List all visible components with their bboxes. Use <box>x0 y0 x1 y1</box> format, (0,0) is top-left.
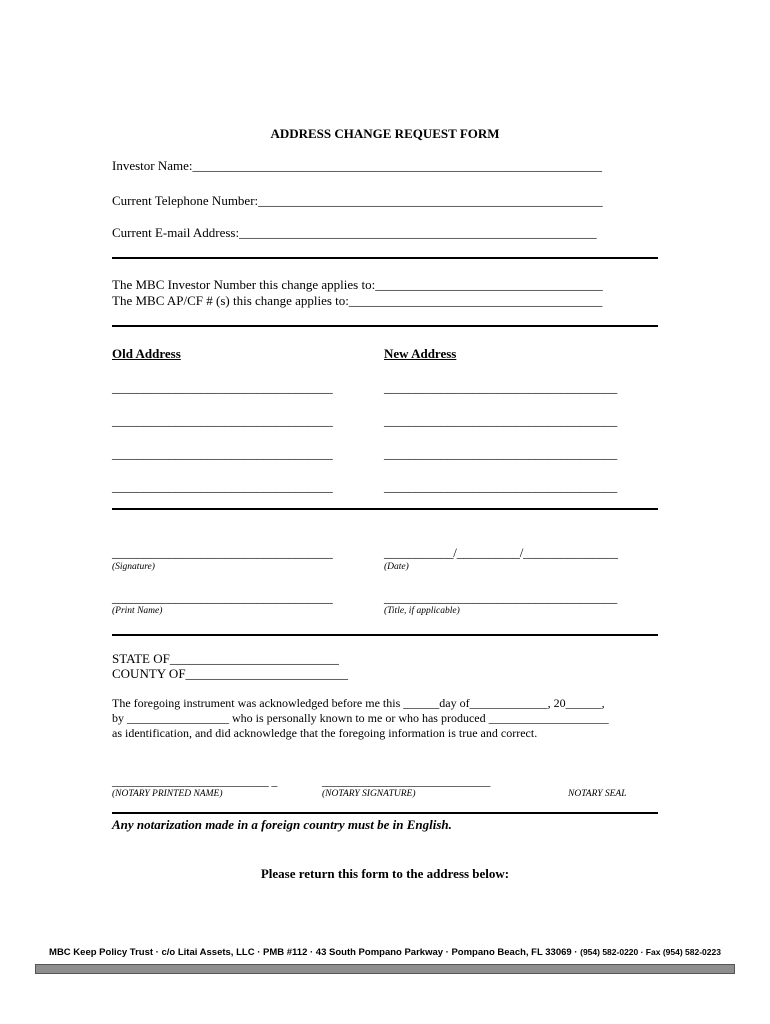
title-caption: (Title, if applicable) <box>384 606 460 616</box>
old-address-line-1[interactable]: ___________________________________ <box>112 380 333 395</box>
form-title: ADDRESS CHANGE REQUEST FORM <box>270 126 500 141</box>
apcf-number-field[interactable]: The MBC AP/CF # (s) this change applies to:_______________________________________ <box>112 293 603 308</box>
acknowledgment-line-3: as identification, and did acknowledge that the foregoing information is true and correct. <box>112 726 538 740</box>
investor-name-field[interactable]: Investor Name:_______________________________________________________________ <box>112 158 603 173</box>
print-name-caption: (Print Name) <box>112 606 163 616</box>
foreign-notarization-notice: Any notarization made in a foreign country must be in English. <box>112 817 452 832</box>
acknowledgment-line-2: by _________________ who is personally known to me or who has produced ____________________ <box>112 711 609 725</box>
notary-signature-caption: (NOTARY SIGNATURE) <box>322 789 416 799</box>
new-address-line-1[interactable]: _____________________________________ <box>384 380 618 395</box>
old-address-line-4[interactable]: ___________________________________ <box>112 479 333 494</box>
footer-phone: (954) 582-0220 · Fax (954) 582-0223 <box>580 947 721 957</box>
section-divider <box>112 508 658 510</box>
acknowledgment-line-1: The foregoing instrument was acknowledged before me this ______day of_____________, 20______, <box>112 696 605 710</box>
notary-signature-field[interactable]: _____________________________ <box>322 774 491 788</box>
signature-field[interactable]: ___________________________________ <box>112 545 333 560</box>
date-field[interactable]: ___________/__________/_______________ <box>384 545 618 560</box>
title-field[interactable]: _____________________________________ <box>384 590 618 605</box>
old-address-line-3[interactable]: ___________________________________ <box>112 446 333 461</box>
email-field[interactable]: Current E-mail Address:_______________________________________________________ <box>112 225 597 240</box>
investor-number-field[interactable]: The MBC Investor Number this change applies to:___________________________________ <box>112 277 603 292</box>
notary-printed-name-caption: (NOTARY PRINTED NAME) <box>112 789 223 799</box>
footer-address-text: MBC Keep Policy Trust · c/o Litai Assets, LLC · PMB #112 · 43 South Pompano Parkway · Pompano Beach, FL 33069 · <box>49 947 581 958</box>
new-address-line-2[interactable]: _____________________________________ <box>384 413 618 428</box>
section-divider <box>112 634 658 636</box>
section-divider <box>112 257 658 259</box>
new-address-line-4[interactable]: _____________________________________ <box>384 479 618 494</box>
county-field[interactable]: COUNTY OF_________________________ <box>112 666 349 681</box>
telephone-field[interactable]: Current Telephone Number:_____________________________________________________ <box>112 193 603 208</box>
old-address-heading: Old Address <box>112 346 181 361</box>
print-name-field[interactable]: ___________________________________ <box>112 590 333 605</box>
notary-printed-name-field[interactable]: ___________________________ _ <box>112 774 278 788</box>
signature-caption: (Signature) <box>112 562 155 572</box>
section-divider <box>112 812 658 814</box>
new-address-line-3[interactable]: _____________________________________ <box>384 446 618 461</box>
return-instruction: Please return this form to the address below: <box>260 866 510 881</box>
old-address-line-2[interactable]: ___________________________________ <box>112 413 333 428</box>
date-caption: (Date) <box>384 562 409 572</box>
state-field[interactable]: STATE OF__________________________ <box>112 651 339 666</box>
new-address-heading: New Address <box>384 346 457 361</box>
section-divider <box>112 325 658 327</box>
footer-address <box>0 947 770 958</box>
notary-seal-caption: NOTARY SEAL <box>568 789 627 799</box>
footer-bar <box>35 964 735 974</box>
